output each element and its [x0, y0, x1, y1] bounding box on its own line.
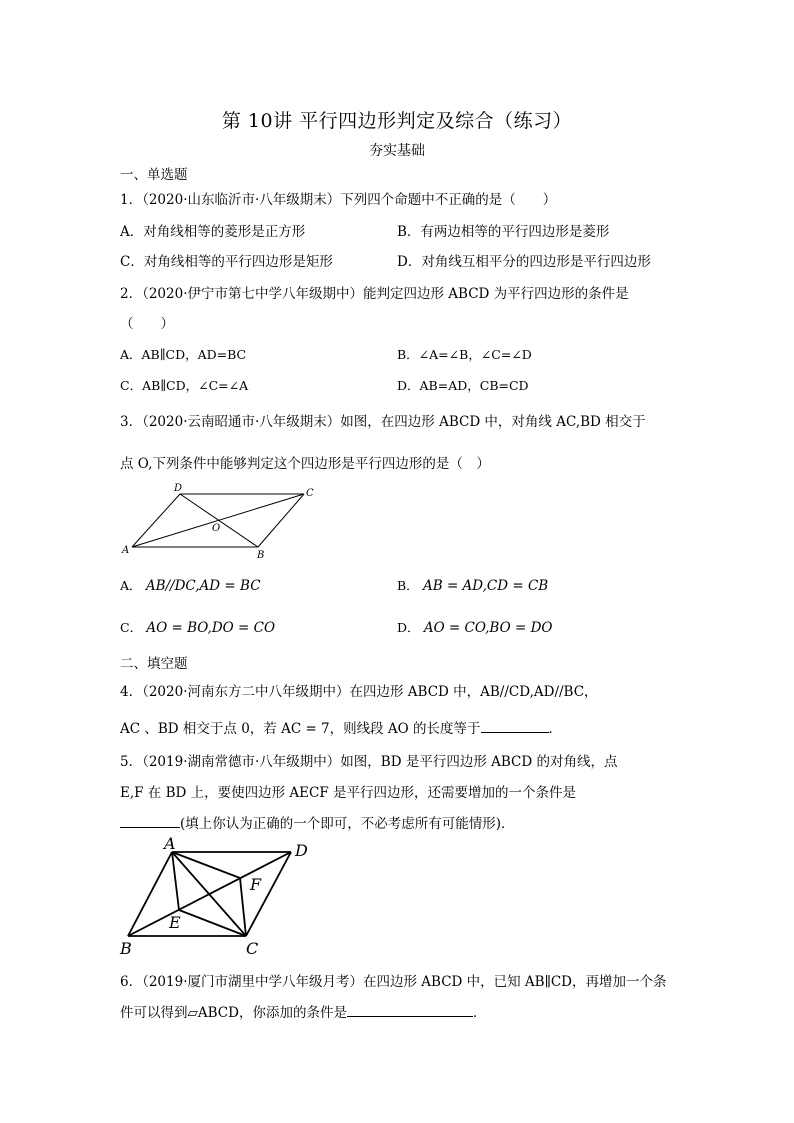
- question-5-stem-line-3: [120, 812, 515, 832]
- question-6-stem-line-1: 6．（2019·厦门市湖里中学八年级月考）在四边形 ABCD 中，已知 AB∥CD，再增加一个条: [120, 974, 667, 990]
- question-3-option-d-formula: AO = CO,BO = DO: [423, 620, 553, 636]
- question-5-answer-blank[interactable]: [120, 815, 180, 828]
- question-3-figure: [118, 478, 328, 560]
- question-2-option-c: C．AB∥CD，∠C=∠A: [120, 378, 249, 393]
- q3-label-c: C: [306, 488, 314, 499]
- question-6-period: ．: [472, 1005, 487, 1021]
- question-5-hint: (填上你认为正确的一个即可，不必考虑所有可能情形)．: [180, 816, 515, 832]
- question-2-option-b: B．∠A=∠B，∠C=∠D: [397, 347, 532, 362]
- q3-diagonal-ac: [132, 494, 304, 547]
- q3-edge-bc: [258, 494, 304, 547]
- question-6-stem-line-2: [120, 1001, 486, 1021]
- q5-segment-ec: [179, 910, 246, 936]
- question-3-option-b: [397, 576, 548, 594]
- question-6-answer-blank[interactable]: [347, 1004, 473, 1017]
- q3-label-a: A: [122, 545, 130, 556]
- question-3-option-d-label: D．: [397, 620, 420, 635]
- q5-label-d: D: [295, 841, 308, 860]
- question-6-stem-text: 件可以得到▱ABCD，你添加的条件是: [120, 1005, 347, 1021]
- q5-label-b: B: [120, 939, 132, 958]
- page-title: 第 10讲 平行四边形判定及综合（练习）: [221, 110, 573, 132]
- q3-edge-da: [132, 494, 180, 547]
- question-3-option-d: [397, 618, 552, 636]
- question-3-option-a-label: A．: [120, 578, 142, 593]
- question-3-option-b-label: B．: [397, 578, 419, 593]
- question-3-stem-line-1: 3．（2020·云南昭通市·八年级期末）如图，在四边形 ABCD 中，对角线 AC,BD 相交于: [120, 414, 646, 430]
- question-2-option-a: A．AB∥CD，AD=BC: [120, 347, 247, 362]
- q5-segment-ae: [172, 852, 179, 910]
- q5-label-e: E: [169, 913, 181, 932]
- q3-label-b: B: [257, 550, 265, 560]
- question-3-option-c-label: C．: [120, 620, 143, 635]
- question-1-option-c: C．对角线相等的平行四边形是矩形: [120, 254, 333, 270]
- q5-edge-ab: [128, 852, 172, 936]
- q5-segment-af: [172, 852, 240, 878]
- question-3-option-b-formula: AB = AD,CD = CB: [422, 578, 549, 594]
- question-2-stem: 2．（2020·伊宁市第七中学八年级期中）能判定四边形 ABCD 为平行四边形的条件是: [120, 286, 629, 302]
- question-2-option-d: D．AB=AD，CB=CD: [397, 378, 529, 393]
- question-3-option-c: [120, 618, 275, 636]
- section-heading-fill: 二、填空题: [120, 656, 188, 672]
- question-5-figure: [116, 836, 316, 960]
- page-subtitle: 夯实基础: [369, 143, 425, 159]
- question-5-stem-line-2: E,F 在 BD 上，要使四边形 AECF 是平行四边形，还需要增加的一个条件是: [120, 785, 577, 801]
- section-heading-choice: 一、单选题: [120, 167, 188, 183]
- q5-label-c: C: [246, 939, 259, 958]
- q5-label-a: A: [164, 836, 176, 853]
- q3-label-o: O: [212, 523, 221, 534]
- question-4-answer-blank[interactable]: [481, 720, 549, 733]
- question-1-option-b: B．有两边相等的平行四边形是菱形: [397, 224, 610, 240]
- question-3-option-a-formula: AB//DC,AD = BC: [145, 578, 261, 594]
- question-3-option-a: [120, 576, 261, 594]
- question-5-stem-line-1: 5．（2019·湖南常德市·八年级期中）如图，BD 是平行四边形 ABCD 的对角线，点: [120, 754, 618, 770]
- question-4-period: ．: [548, 721, 563, 737]
- q5-segment-fc: [240, 878, 246, 936]
- question-4-stem-line-2: [120, 717, 562, 737]
- question-4-stem-text: AC 、BD 相交于点 0，若 AC = 7，则线段 AO 的长度等于: [120, 721, 481, 737]
- question-1-option-a: A．对角线相等的菱形是正方形: [120, 224, 306, 240]
- q5-diagonal-ac: [172, 852, 246, 936]
- q3-label-d: D: [174, 483, 183, 494]
- question-3-stem-line-2: 点 O,下列条件中能够判定这个四边形是平行四边形的是（ ）: [120, 456, 490, 472]
- question-3-option-c-formula: AO = BO,DO = CO: [146, 620, 276, 636]
- question-1-option-d: D．对角线互相平分的四边形是平行四边形: [397, 254, 651, 270]
- q5-label-f: F: [250, 875, 262, 894]
- q3-diagonal-bd: [180, 494, 258, 547]
- question-1-stem: 1．（2020·山东临沂市·八年级期末）下列四个命题中不正确的是（ ）: [120, 192, 557, 208]
- question-2-paren: （ ）: [120, 316, 174, 332]
- question-4-stem-line-1: 4．（2020·河南东方二中八年级期中）在四边形 ABCD 中，AB//CD,AD//BC，: [120, 684, 598, 700]
